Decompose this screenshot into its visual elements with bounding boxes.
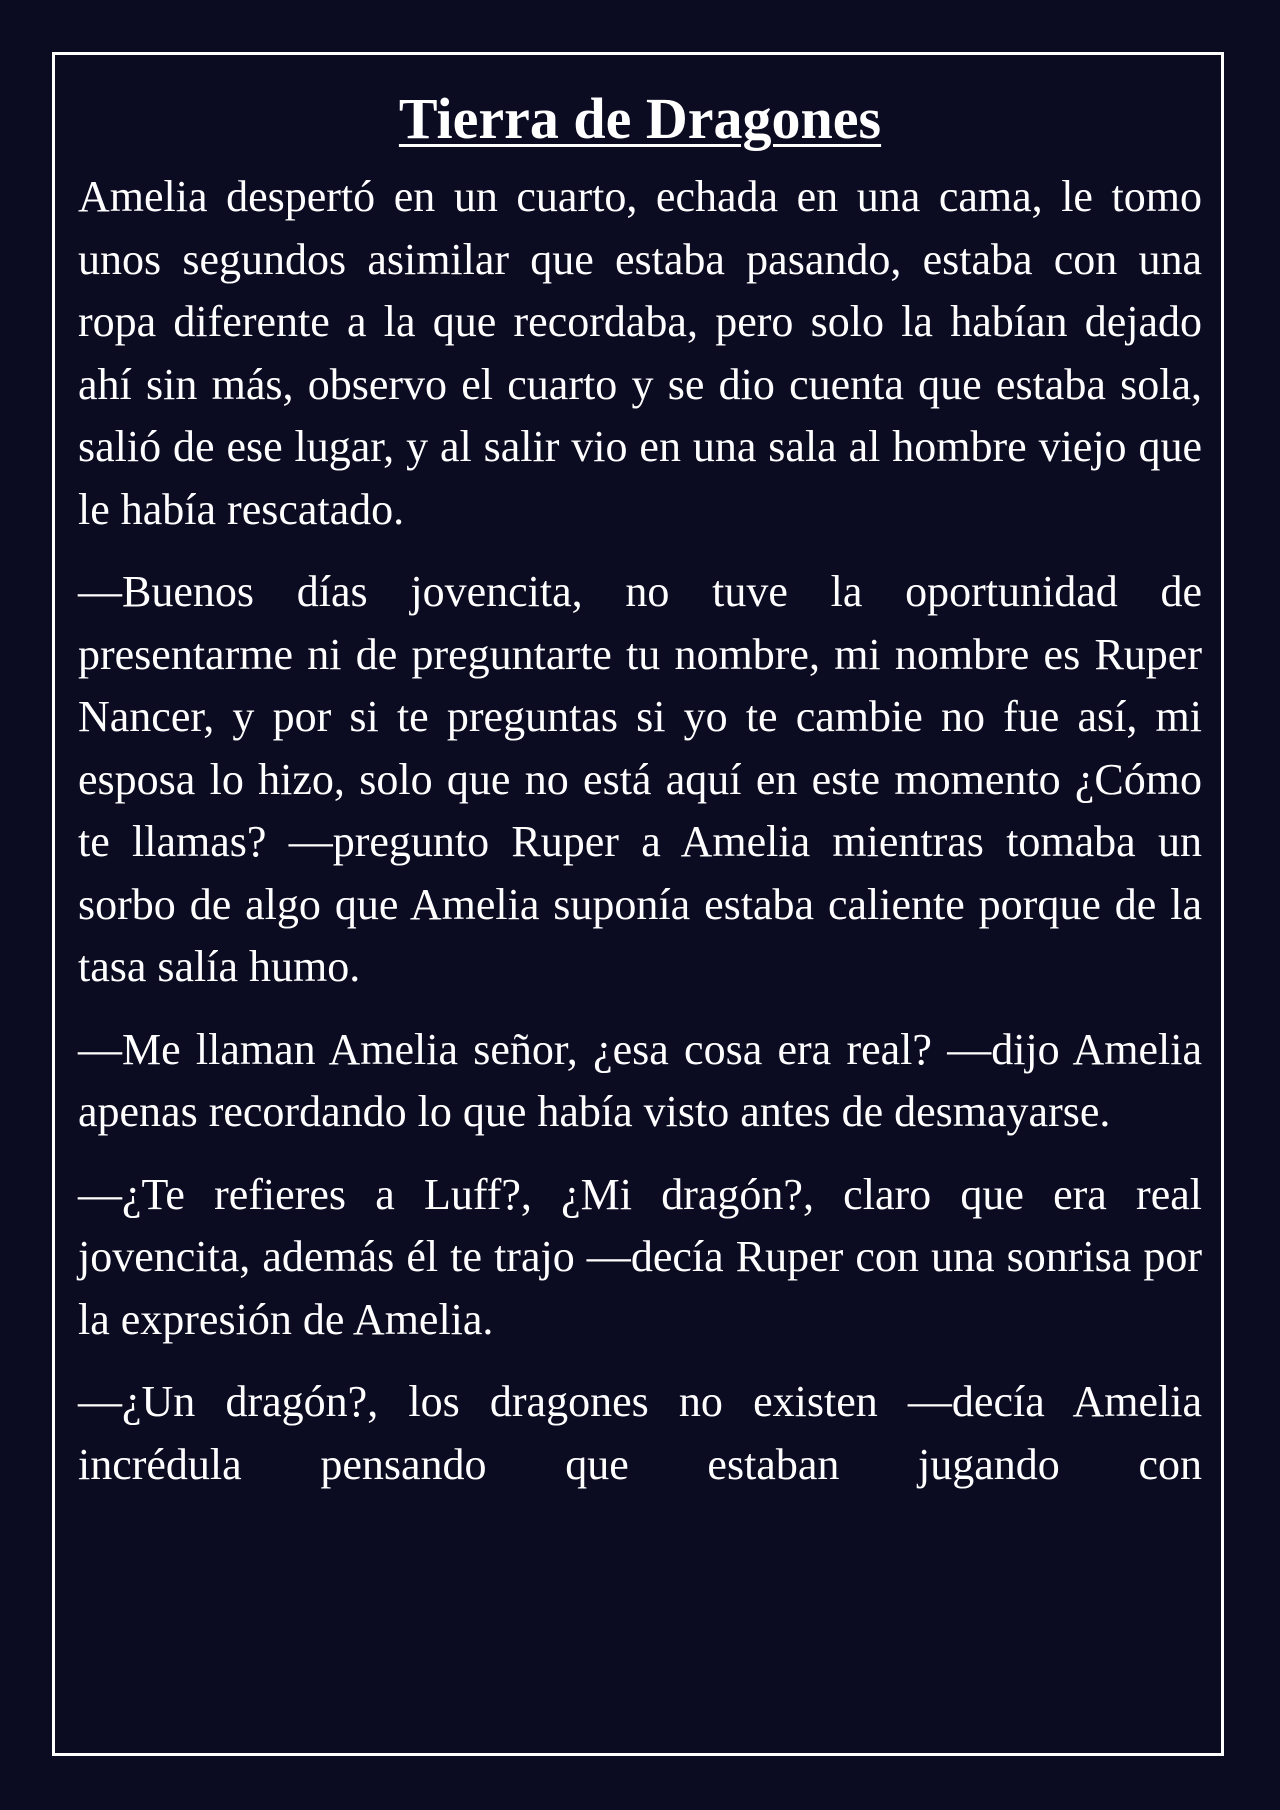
page-title: Tierra de Dragones	[398, 86, 882, 151]
paragraph-3: —Me llaman Amelia señor, ¿esa cosa era real? —dijo Amelia apenas recordando lo que había visto antes de desmayarse.	[78, 1024, 1202, 1136]
page-content	[78, 82, 1202, 1516]
paragraph-4: —¿Te refieres a Luff?, ¿Mi dragón?, claro que era real jovencita, además él te trajo —decía Ruper con una sonrisa por la expresión de Amelia.	[78, 1169, 1202, 1344]
paragraph-5: —¿Un dragón?, los dragones no existen —decía Amelia incrédula pensando que estaban jugando con	[78, 1377, 1202, 1489]
paragraph-2: —Buenos días jovencita, no tuve la oportunidad de presentarme ni de preguntarte tu nombre, mi nombre es Ruper Nancer, y por si te preguntas si yo te cambie no fue así, mi esposa lo hizo, solo que no está aquí en este momento ¿Cómo te llamas? —pregunto Ruper a Amelia mientras tomaba un sorbo de algo que Amelia suponía estaba caliente porque de la tasa salía humo.	[78, 567, 1202, 991]
paragraph-1: Amelia despertó en un cuarto, echada en una cama, le tomo unos segundos asimilar que estaba pasando, estaba con una ropa diferente a la que recordaba, pero solo la habían dejado ahí sin más, observo el cuarto y se dio cuenta que estaba sola, salió de ese lugar, y al salir vio en una sala al hombre viejo que le había rescatado.	[78, 172, 1202, 534]
